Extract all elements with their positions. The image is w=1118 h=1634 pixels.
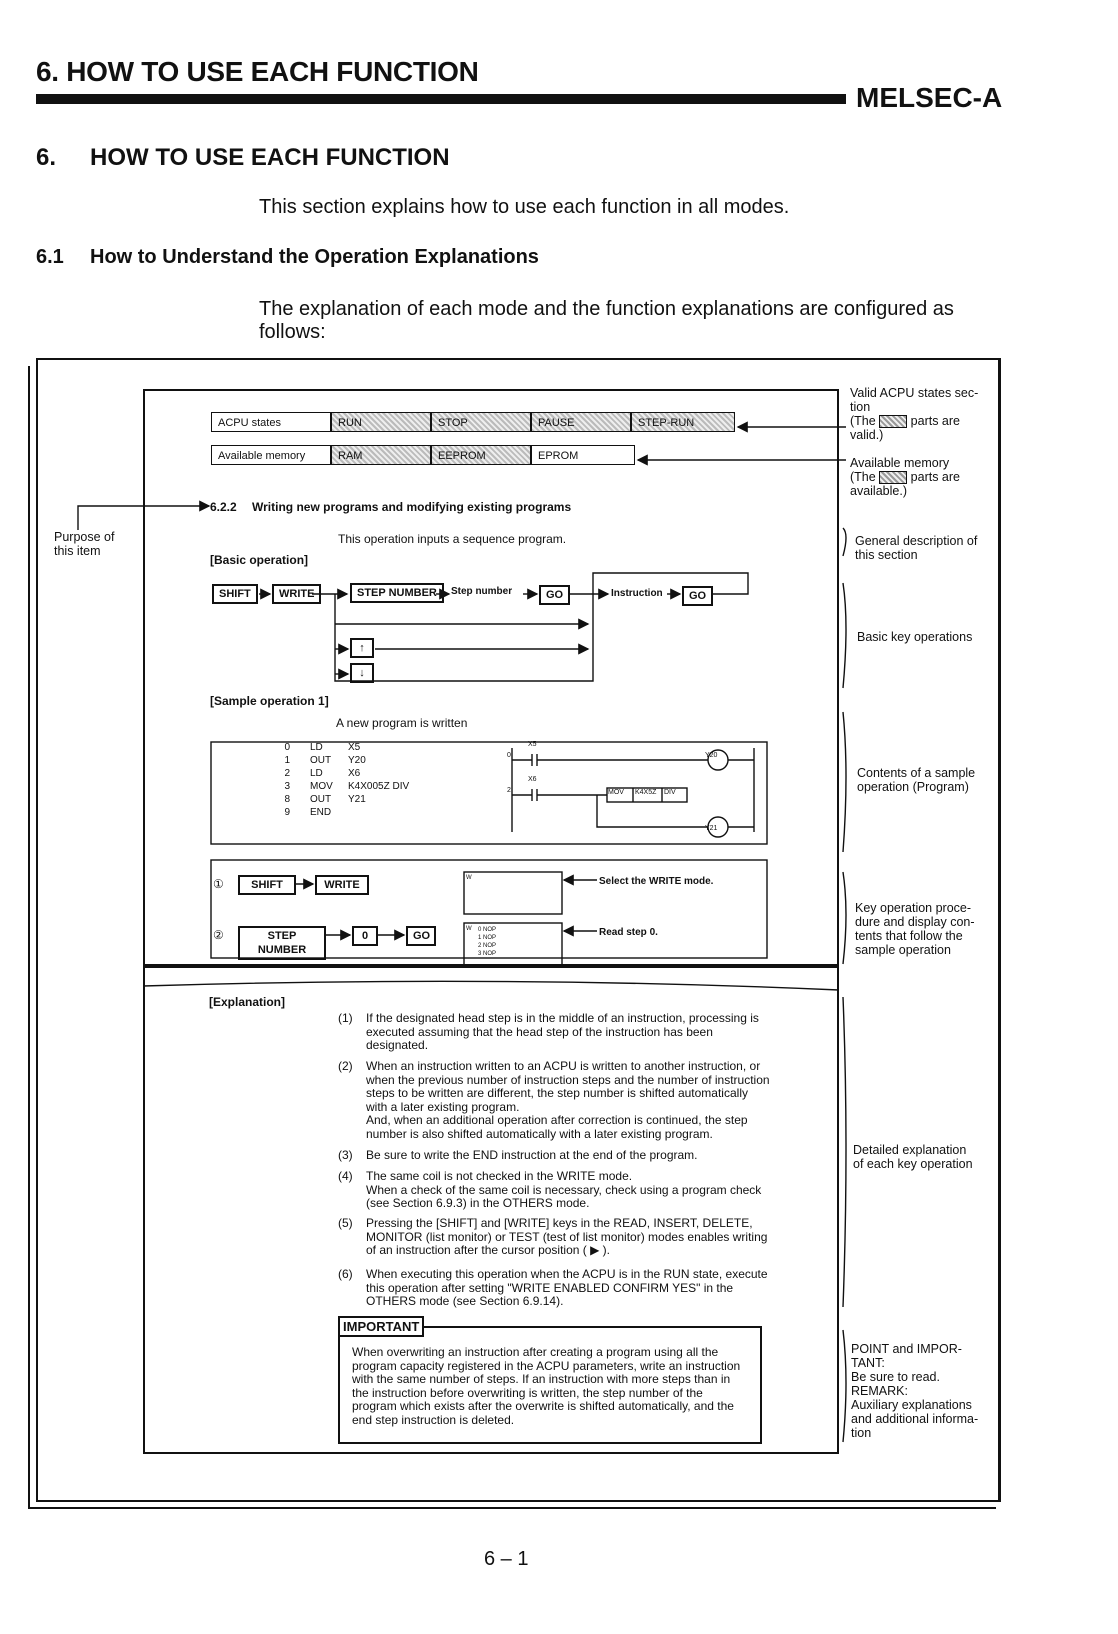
annotation-general: General description of this section (855, 534, 978, 562)
subsection-number: 6.1 (36, 246, 64, 268)
key-write: WRITE (272, 584, 321, 604)
explanation-item-3: (3) Be sure to write the END instruction at the end of the program. (338, 1148, 698, 1162)
op1-note: Select the WRITE mode. (599, 876, 714, 887)
important-text: When overwriting an instruction after creating a program using all the program capacity registered in the ACPU parameters, write an instruction with the same number of steps. If an instruction with more steps than in the instruction before overwriting is written, the step number of the program which exists after the overwrite is shifted automatically, and the end step instruction is deleted. (352, 1345, 741, 1427)
subsection-title-text: How to Understand the Operation Explanations (90, 246, 539, 268)
state-run: RUN (331, 412, 431, 432)
state-stop: STOP (431, 412, 531, 432)
ladder-x6: X6 (528, 776, 537, 783)
op2-number: ② (213, 928, 224, 942)
explanation-heading: [Explanation] (209, 995, 286, 1009)
op2-key-go: GO (406, 926, 436, 946)
op1-key-shift: SHIFT (238, 875, 296, 895)
ladder-step0: 0 (507, 752, 511, 759)
item-description: This operation inputs a sequence program. (338, 532, 567, 546)
subsection-intro: The explanation of each mode and the function explanations are configured as follows: (259, 298, 954, 343)
state-pause: PAUSE (531, 412, 631, 432)
op1-display: W (466, 875, 472, 881)
label-instruction: Instruction (611, 588, 663, 599)
explanation-item-5: (5) Pressing the [SHIFT] and [WRITE] keys in the READ, INSERT, DELETE, MONITOR (list monitor) or TEST (test of list monitor) modes enables writing of an instruction after the cursor position ( ▶ ). (338, 1216, 768, 1257)
key-step-number: STEP NUMBER (350, 583, 444, 603)
key-shift: SHIFT (212, 584, 258, 604)
op2-note: Read step 0. (599, 927, 658, 938)
key-down: ↓ (350, 663, 374, 683)
ladder-mov: MOV (608, 789, 624, 796)
explanation-item-4: (4) The same coil is not checked in the WRITE mode. When a check of the same coil is necessary, check using a program check (see Section 6.9.3) in the OTHERS mode. (338, 1169, 762, 1210)
state-step-run: STEP-RUN (631, 412, 735, 432)
key-go-1: GO (539, 585, 570, 605)
op2-key-0: 0 (352, 926, 378, 946)
page-number: 6 – 1 (484, 1548, 529, 1570)
op1-key-write: WRITE (315, 875, 369, 895)
annotation-purpose: Purpose of this item (54, 530, 115, 558)
program-steps: 0 1 2 3 8 9 (284, 742, 290, 818)
header-title: 6. HOW TO USE EACH FUNCTION (36, 56, 479, 87)
key-go-2: GO (682, 586, 713, 606)
annotation-contents: Contents of a sample operation (Program) (857, 766, 976, 794)
op2-display-lines: 0 NOP 1 NOP 2 NOP 3 NOP (478, 927, 497, 957)
ladder-y20: Y20 (705, 752, 718, 759)
op2-key-step-number: STEP NUMBER (238, 926, 326, 960)
states-label: ACPU states (211, 412, 331, 432)
header-brand: MELSEC-A (856, 82, 1003, 113)
memory-ram: RAM (331, 445, 431, 465)
annotation-detailed: Detailed explanation of each key operation (853, 1143, 973, 1171)
explanation-item-1: (1) If the designated head step is in the middle of an instruction, processing is executed assuming that the head step of the instruction has been designated. (338, 1011, 759, 1052)
annotation-available-memory: Available memory (The parts are available.) (850, 456, 961, 499)
op1-number: ① (213, 877, 224, 891)
ladder-step2: 2 (507, 787, 511, 794)
basic-heading: [Basic operation] (210, 553, 309, 567)
important-label: IMPORTANT (338, 1316, 424, 1337)
ladder-x5: X5 (528, 741, 537, 748)
ladder-div: DIV (664, 789, 676, 796)
annotation-basic-keys: Basic key operations (857, 630, 973, 644)
memory-eeprom: EEPROM (431, 445, 531, 465)
explanation-item-6: (6) When executing this operation when the ACPU is in the RUN state, execute this operation after setting "WRITE ENABLED CONFIRM YES" in the OTHERS mode (see Section 6.9.14). (338, 1267, 768, 1308)
annotation-point: POINT and IMPOR- TANT: Be sure to read. REMARK: Auxiliary explanations and additional informa- tion (851, 1342, 979, 1440)
label-step-number: Step number (451, 586, 513, 597)
memory-label: Available memory (211, 445, 331, 465)
program-args: X5 Y20 X6 K4X005Z DIV Y21 (348, 742, 410, 805)
explanation-item-2: (2) When an instruction written to an ACPU is written to another instruction, or when the previous number of instruction steps and the number of instruction steps to be written are different, the step number is shifted automatically with a later existing program. And, when an additional operation after correction is continued, the step number is also shifted automatically with a later existing program. (338, 1059, 770, 1141)
annotation-valid-states: Valid ACPU states sec- tion (The parts are valid.) (850, 386, 979, 443)
item-title: Writing new programs and modifying existing programs (252, 500, 572, 514)
section-title-text: HOW TO USE EACH FUNCTION (90, 144, 450, 171)
key-up: ↑ (350, 638, 374, 658)
section-intro: This section explains how to use each function in all modes. (259, 196, 790, 218)
section-number: 6. (36, 144, 57, 171)
ladder-k4x5z: K4X5Z (635, 789, 657, 796)
annotation-keyop: Key operation proce- dure and display con- tents that follow the sample operation (855, 901, 975, 957)
program-ops: LD OUT LD MOV OUT END (310, 742, 333, 818)
sample-heading: [Sample operation 1] (210, 694, 329, 708)
sample-caption: A new program is written (336, 716, 468, 730)
op2-display: W (466, 926, 472, 932)
item-number: 6.2.2 (210, 500, 237, 514)
ladder-y21: Y21 (705, 825, 718, 832)
memory-eprom: EPROM (531, 445, 635, 465)
